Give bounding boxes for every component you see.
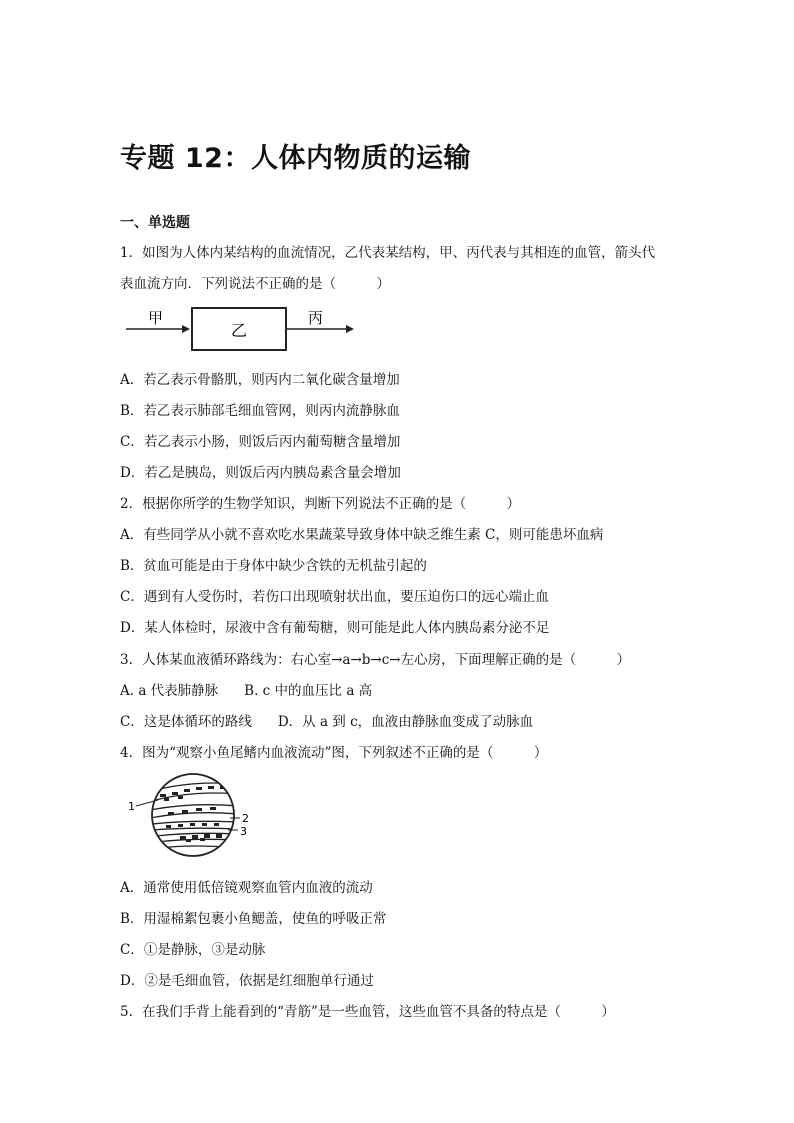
- question-3-option-d: D．从 a 到 c，血液由静脉血变成了动脉血: [277, 714, 534, 730]
- question-3-options-row-1: [120, 679, 372, 699]
- question-2-option-b: B．贫血可能是由于身体中缺少含铁的无机盐引起的: [120, 558, 427, 574]
- question-3-option-a: A. a 代表肺静脉: [120, 683, 219, 699]
- vessel-label-jia: 甲: [148, 309, 164, 327]
- structure-label-yi: 乙: [231, 321, 248, 340]
- question-2-option-d: D．某人体检时，尿液中含有葡萄糖，则可能是此人体内胰岛素分泌不足: [120, 620, 550, 636]
- vessel-label-bing: 丙: [308, 309, 324, 327]
- section-heading: 一、单选题: [120, 215, 190, 231]
- question-3-stem: 3．人体某血液循环路线为：右心室→a→b→c→左心房，下面理解正确的是（ ）: [120, 652, 631, 668]
- question-2-stem: 2．根据你所学的生物学知识，判断下列说法不正确的是（ ）: [120, 496, 521, 512]
- question-1-option-a: A．若乙表示骨骼肌，则丙内二氧化碳含量增加: [120, 372, 400, 388]
- question-1-option-b: B．若乙表示肺部毛细血管网，则丙内流静脉血: [120, 403, 400, 419]
- question-4-option-c: C．①是静脉，③是动脉: [120, 942, 266, 958]
- inflow-arrow-head: [182, 325, 190, 333]
- page-title: 专题 12：人体内物质的运输: [120, 143, 471, 174]
- diagram-label-3: 3: [240, 825, 247, 838]
- question-4-option-a: A．通常使用低倍镜观察血管内血液的流动: [120, 880, 373, 896]
- question-1-option-d: D．若乙是胰岛，则饭后丙内胰岛素含量会增加: [120, 465, 401, 481]
- question-3-option-c: C．这是体循环的路线: [120, 714, 252, 730]
- diagram-label-2: 2: [242, 812, 249, 825]
- question-5-stem: 5．在我们手背上能看到的“青筋”是一些血管，这些血管不具备的特点是（ ）: [120, 1004, 615, 1020]
- question-2-option-c: C．遇到有人受伤时，若伤口出现喷射状出血，要压迫伤口的远心端止血: [120, 589, 549, 605]
- question-4-stem: 4．图为“观察小鱼尾鳍内血液流动”图，下列叙述不正确的是（ ）: [120, 745, 548, 761]
- question-1-option-c: C．若乙表示小肠，则饭后丙内葡萄糖含量增加: [120, 434, 401, 450]
- question-4-option-d: D．②是毛细血管，依据是红细胞单行通过: [120, 973, 374, 989]
- question-1-stem-line-1: 1．如图为人体内某结构的血流情况，乙代表某结构，甲、丙代表与其相连的血管，箭头代: [120, 245, 656, 261]
- question-4-option-b: B．用湿棉絮包裹小鱼鳃盖，使鱼的呼吸正常: [120, 911, 387, 927]
- fish-tail-microscope-diagram: [120, 772, 260, 862]
- blood-flow-diagram: [120, 304, 360, 354]
- question-1-stem-line-2: 表血流方向．下列说法不正确的是（ ）: [120, 276, 390, 292]
- diagram-label-1: 1: [128, 800, 135, 813]
- outflow-arrow-head: [346, 325, 354, 333]
- question-3-option-b: B. c 中的血压比 a 高: [244, 683, 373, 699]
- question-2-option-a: A．有些同学从小就不喜欢吃水果蔬菜导致身体中缺乏维生素 C，则可能患坏血病: [120, 527, 604, 543]
- question-3-options-row-2: [120, 710, 533, 730]
